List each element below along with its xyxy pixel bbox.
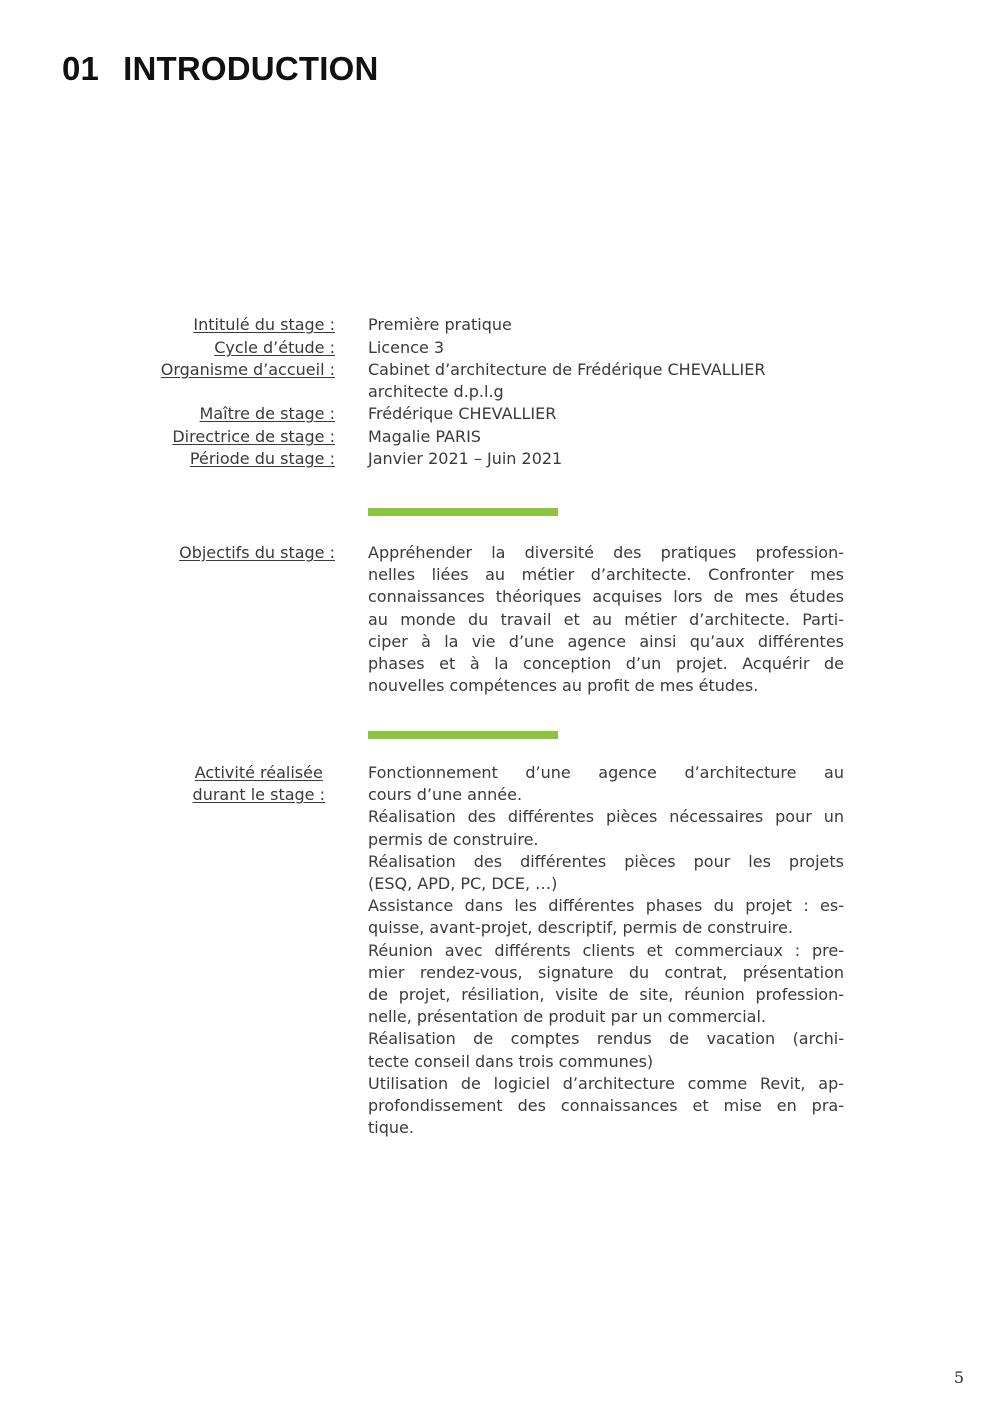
objectifs-line: connaissances théoriques acquises lors de mes études	[368, 587, 844, 607]
activite-line: Réunion avec différents clients et commerciaux : pre-	[368, 940, 844, 960]
label-cycle: Cycle d’étude :	[214, 338, 335, 357]
activite-line: Réalisation de comptes rendus de vacation (archi-	[368, 1029, 844, 1049]
label-activite-line: Activité réalisée	[194, 763, 323, 782]
activite-line: Fonctionnement d’une agence d’architecture au	[368, 763, 844, 782]
objectifs-line: Appréhender la diversité des pratiques profession-	[368, 543, 844, 562]
activite-line: Assistance dans les différentes phases du projet : es-	[368, 896, 844, 916]
objectifs-line: phases et à la conception d’un projet. Acquérir de	[368, 654, 844, 674]
value-organisme-line: architecte d.p.l.g	[368, 382, 504, 402]
objectifs-text	[368, 542, 844, 697]
label-periode: Période du stage :	[189, 449, 335, 468]
label-intitule: Intitulé du stage :	[193, 315, 335, 334]
value-intitule: Première pratique	[368, 315, 512, 334]
objectifs-line: nouvelles compétences au profit de mes études.	[368, 676, 759, 696]
label-objectifs: Objectifs du stage :	[179, 543, 335, 562]
activite-line: quisse, avant-projet, descriptif, permis de construire.	[368, 918, 793, 938]
activite-line: (ESQ, APD, PC, DCE, …)	[368, 874, 558, 894]
page-number: 5	[953, 1368, 964, 1387]
label-directrice: Directrice de stage :	[172, 427, 335, 446]
activite-line: Réalisation des différentes pièces nécessaires pour un	[368, 807, 844, 827]
section-title: INTRODUCTION	[123, 50, 379, 87]
activite-line: profondissement des connaissances et mise en pra-	[368, 1096, 844, 1116]
activite-line: de projet, résiliation, visite de site, réunion profession-	[368, 985, 844, 1005]
objectifs-line: ciper à la vie d’une agence ainsi qu’aux différentes	[368, 631, 844, 651]
activite-line: Utilisation de logiciel d’architecture comme Revit, ap-	[368, 1073, 844, 1093]
value-cycle: Licence 3	[368, 338, 445, 357]
activite-line: cours d’une année.	[368, 785, 523, 805]
label-maitre: Maître de stage :	[199, 404, 335, 423]
label-activite	[193, 762, 325, 806]
activite-line: mier rendez-vous, signature du contrat, présentation	[368, 962, 844, 982]
value-periode: Janvier 2021 – Juin 2021	[368, 449, 563, 468]
value-directrice: Magalie PARIS	[368, 427, 481, 446]
value-maitre: Frédérique CHEVALLIER	[368, 404, 557, 423]
value-organisme	[368, 359, 844, 403]
label-organisme: Organisme d’accueil :	[160, 360, 335, 379]
activite-line: permis de construire.	[368, 829, 539, 849]
separator-bar	[368, 508, 558, 516]
activite-line: tique.	[368, 1118, 414, 1138]
value-organisme-line: Cabinet d’architecture de Frédérique CHEVALLIER	[368, 360, 766, 379]
activite-line: Réalisation des différentes pièces pour les projets	[368, 851, 844, 871]
page-title	[62, 50, 379, 88]
objectifs-line: nelles liées au métier d’architecte. Confronter mes	[368, 565, 844, 585]
separator-bar	[368, 731, 558, 739]
label-activite-line: durant le stage :	[192, 785, 325, 805]
activite-line: tecte conseil dans trois communes)	[368, 1051, 654, 1071]
objectifs-line: au monde du travail et au métier d’architecte. Parti-	[368, 609, 844, 629]
activite-text	[368, 762, 844, 1139]
section-number: 01	[62, 50, 100, 87]
activite-line: nelle, présentation de produit par un commercial.	[368, 1007, 767, 1027]
